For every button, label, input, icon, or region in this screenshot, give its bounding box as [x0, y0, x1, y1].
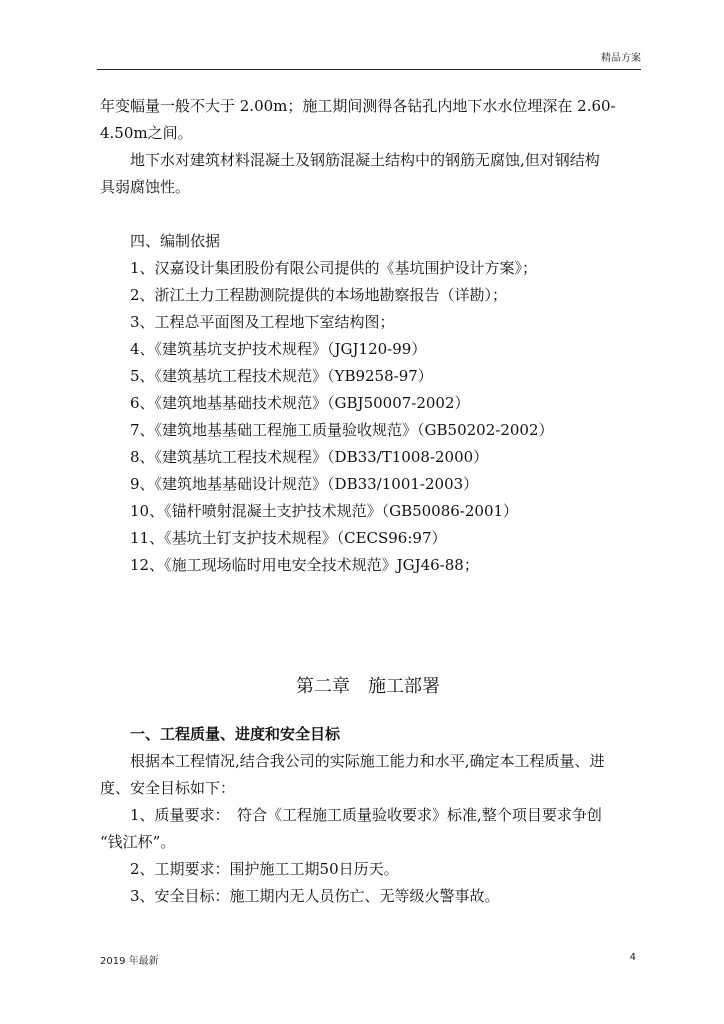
header-divider	[97, 69, 641, 70]
basis-item: 10、《锚杆喷射混凝土支护技术规范》（GB50086-2001）	[130, 502, 519, 520]
basis-item: 2、浙江土力工程勘测院提供的本场地勘察报告（详勘）；	[130, 286, 508, 304]
paragraph-line: 具弱腐蚀性。	[100, 178, 191, 196]
basis-item: 1、汉嘉设计集团股份有限公司提供的《基坑围护设计方案》；	[130, 259, 538, 277]
paragraph-line: 地下水对建筑材料混凝土及钢筋混凝土结构中的钢筋无腐蚀,但对钢结构	[130, 151, 600, 169]
chapter-title: 第二章 施工部署	[296, 676, 440, 697]
basis-item: 6、《建筑地基基础技术规范》（GBJ50007-2002）	[130, 394, 470, 412]
basis-item: 9、《建筑地基基础设计规范》（DB33/1001-2003）	[130, 475, 479, 493]
section-title: 一、工程质量、进度和安全目标	[130, 725, 341, 743]
goal-item-continuation: “钱江杯”。	[100, 833, 176, 851]
paragraph-line: 年变幅量一般不大于 2.00m；施工期间测得各钻孔内地下水水位埋深在 2.60-	[100, 97, 616, 115]
document-body	[100, 93, 636, 910]
basis-item: 11、《基坑土钉支护技术规程》（CECS96:97）	[130, 529, 447, 547]
spacer	[100, 201, 636, 228]
header-label: 精品方案	[601, 53, 641, 64]
goal-item: 2、工期要求：围护施工工期50日历天。	[130, 860, 399, 878]
basis-item: 8、《建筑基坑工程技术规程》（DB33/T1008-2000）	[130, 448, 489, 466]
goal-item: 3、安全目标：施工期内无人员伤亡、无等级火警事故。	[130, 887, 500, 905]
basis-item: 5、《建筑基坑工程技术规范》（YB9258-97）	[130, 367, 433, 385]
basis-item: 4、《建筑基坑支护技术规程》（JGJ120-99）	[130, 340, 427, 358]
basis-item: 3、工程总平面图及工程地下室结构图；	[130, 313, 395, 331]
paragraph-line: 根据本工程情况,结合我公司的实际施工能力和水平,确定本工程质量、进	[130, 752, 605, 770]
footer-label: 2019 年最新	[100, 956, 159, 967]
spacer	[100, 579, 636, 667]
basis-item: 12、《施工现场临时用电安全技术规范》JGJ46-88；	[130, 556, 479, 574]
goal-item: 1、质量要求： 符合《工程施工质量验收要求》标准,整个项目要求争创	[130, 806, 602, 824]
basis-item: 7、《建筑地基基础工程施工质量验收规范》（GB50202-2002）	[130, 421, 554, 439]
paragraph-line: 4.50m之间。	[100, 124, 193, 142]
basis-heading: 四、编制依据	[130, 232, 221, 250]
page-number: 4	[629, 952, 636, 963]
paragraph-line: 度、安全目标如下：	[100, 779, 236, 797]
